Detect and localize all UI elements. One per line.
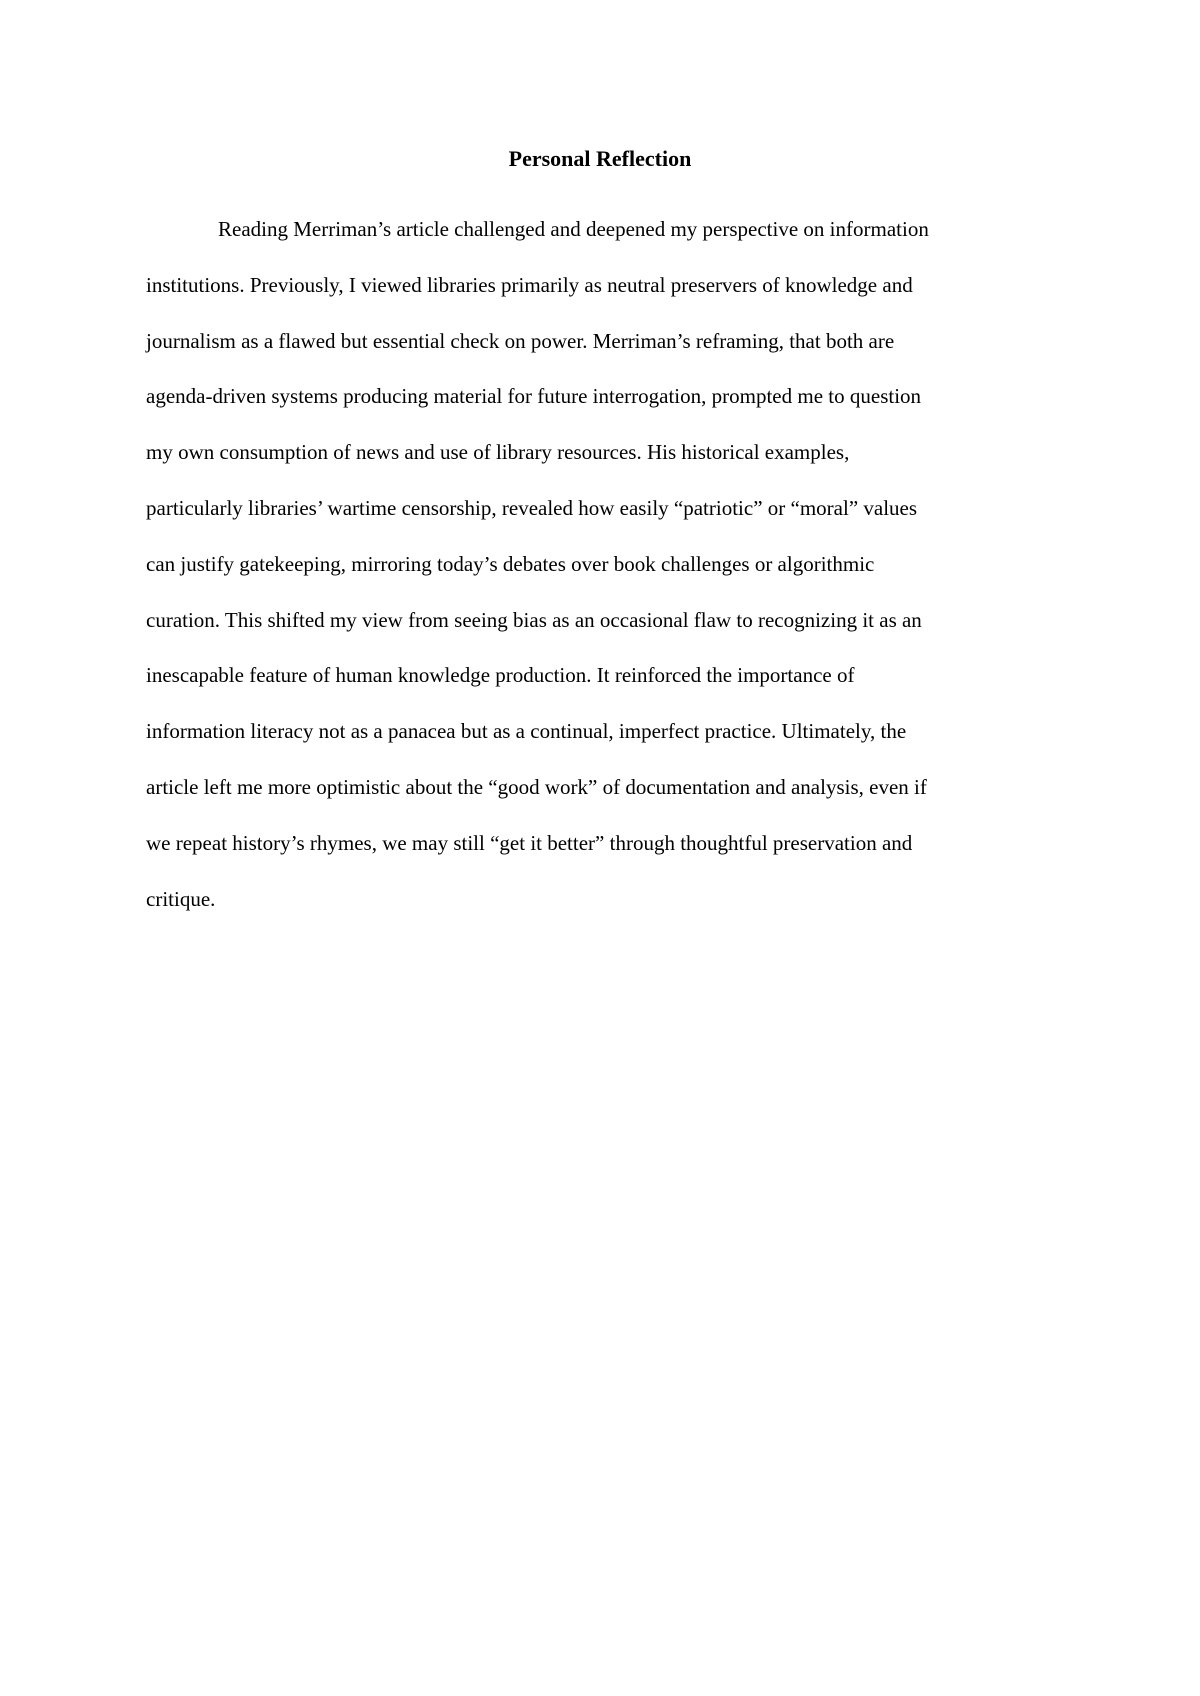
paragraph-line: institutions. Previously, I viewed libraries primarily as neutral preservers of knowledge and: [146, 272, 913, 297]
paragraph-line: critique.: [146, 886, 216, 911]
paragraph-line: Reading Merriman’s article challenged and deepened my perspective on information: [218, 217, 929, 241]
paragraph-line: curation. This shifted my view from seeing bias as an occasional flaw to recognizing it as an: [146, 607, 922, 632]
paragraph-line: my own consumption of news and use of library resources. His historical examples,: [146, 440, 850, 465]
paragraph-line: agenda-driven systems producing material for future interrogation, prompted me to question: [146, 384, 922, 409]
paragraph-line: we repeat history’s rhymes, we may still “get it better” through thoughtful preservation and: [146, 830, 913, 855]
document-title: Personal Reflection: [508, 146, 692, 171]
paragraph-line: journalism as a flawed but essential check on power. Merriman’s reframing, that both are: [146, 328, 895, 353]
paragraph-line: particularly libraries’ wartime censorship, revealed how easily “patriotic” or “moral” values: [146, 495, 918, 520]
paragraph-line: can justify gatekeeping, mirroring today’s debates over book challenges or algorithmic: [146, 551, 875, 576]
reflection-paragraph: [146, 202, 1058, 927]
paragraph-line: inescapable feature of human knowledge production. It reinforced the importance of: [146, 663, 855, 688]
paragraph-line: article left me more optimistic about the “good work” of documentation and analysis, even if: [146, 774, 927, 799]
paragraph-line: information literacy not as a panacea but as a continual, imperfect practice. Ultimately, the: [146, 719, 907, 744]
